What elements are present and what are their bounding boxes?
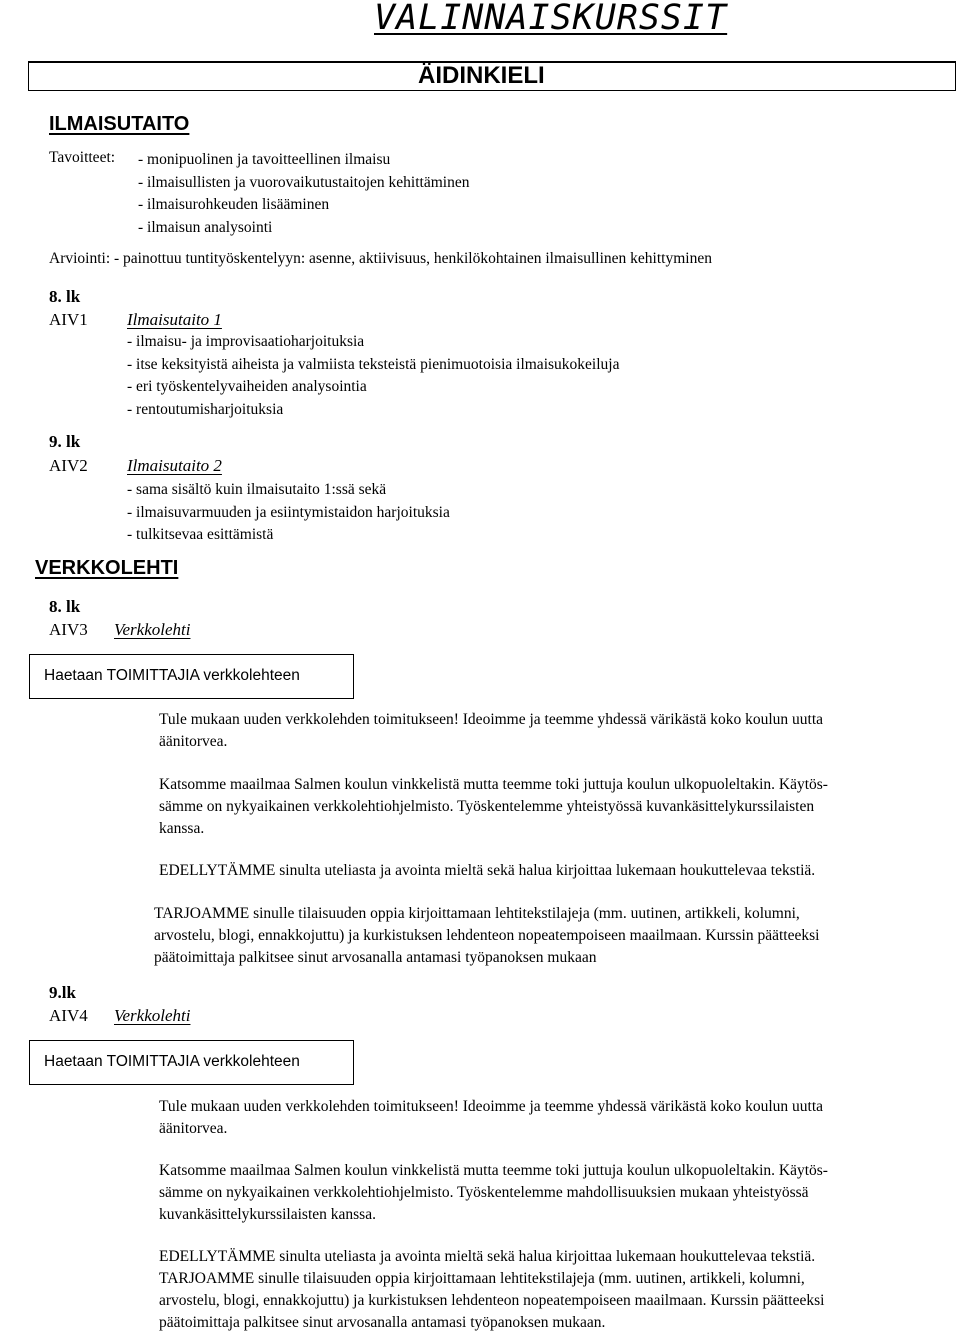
paragraph-line: sämme on nykyaikainen verkkolehtiohjelmisto. Työskentelemme yhteistyössä kuvankäsittelykurssilaisten [159, 798, 815, 815]
paragraph [159, 860, 815, 882]
course-name: Ilmaisutaito 1 [127, 310, 222, 329]
goal-item: - ilmaisun analysointi [138, 218, 273, 236]
paragraph-line: arvostelu, blogi, ennakkojuttu) ja kurkistuksen lehdenteon nopeatempoiseen maailmaan. Kurssin päätteeksi [154, 927, 820, 944]
course-code: AIV2 [49, 456, 88, 475]
announcement-text: Haetaan TOIMITTAJIA verkkolehteen [44, 1053, 300, 1070]
course-item: - sama sisältö kuin ilmaisutaito 1:ssä sekä [127, 481, 387, 498]
paragraph-line: Tule mukaan uuden verkkolehden toimitukseen! Ideoimme ja teemme yhdessä värikästä koko koulun uutta [159, 711, 824, 728]
grade-label: 9. lk [49, 432, 81, 451]
section-heading-ilmaisutaito: ILMAISUTAITO [49, 113, 190, 135]
course-item: - rentoutumisharjoituksia [127, 400, 284, 418]
goal-item: - ilmaisurohkeuden lisääminen [138, 196, 330, 213]
paragraph-line: TARJOAMME sinulle tilaisuuden oppia kirjoittamaan lehtitekstilajeja (mm. uutinen, artikkeli, kolumni, [154, 905, 800, 922]
course-items [127, 479, 450, 547]
announcement-text: Haetaan TOIMITTAJIA verkkolehteen [44, 667, 300, 684]
paragraph-line: sämme on nykyaikainen verkkolehtiohjelmisto. Työskentelemme mahdollisuuksien mukaan yhteistyössä [159, 1184, 809, 1201]
goal-item: - monipuolinen ja tavoitteellinen ilmaisu [138, 151, 391, 168]
paragraph-line: Tule mukaan uuden verkkolehden toimitukseen! Ideoimme ja teemme yhdessä värikästä koko koulun uutta [159, 1098, 824, 1115]
course-code: AIV1 [49, 310, 88, 329]
paragraph-line: EDELLYTÄMME sinulta uteliasta ja avointa mieltä sekä halua kirjoittaa lukemaan houkuttelevaa tekstiä. [159, 862, 816, 879]
paragraph-line: päätoimittaja palkitsee sinut arvosanalla antamasi työpanoksen mukaan [154, 949, 597, 966]
paragraph-line: äänitorvea. [159, 1120, 228, 1137]
paragraph [159, 774, 828, 840]
paragraph [159, 1160, 828, 1226]
course-name: Verkkolehti [114, 1006, 191, 1025]
paragraph-line: Katsomme maailmaa Salmen koulun vinkkelistä mutta teemme toki juttuja koulun ulkopuoleltakin. Käytös- [159, 776, 828, 793]
section-heading-verkkolehti: VERKKOLEHTI [35, 557, 179, 579]
paragraph-line: arvostelu, blogi, ennakkojuttu) ja kurkistuksen lehdenteon nopeatempoiseen maailmaan. Kurssin päätteeksi [159, 1292, 825, 1309]
subject-title: ÄIDINKIELI [418, 62, 545, 89]
paragraph-line: kuvankäsittelykurssilaisten kanssa. [159, 1206, 376, 1223]
page-title: VALINNAISKURSSIT [374, 0, 728, 38]
course-code: AIV3 [49, 620, 88, 639]
grade-label: 9.lk [49, 983, 76, 1002]
course-code: AIV4 [49, 1006, 88, 1025]
paragraph [159, 1096, 823, 1140]
goals-list [138, 149, 469, 239]
paragraph [159, 1246, 824, 1334]
paragraph [159, 709, 823, 753]
course-item: - eri työskentelyvaiheiden analysointia [127, 378, 367, 395]
paragraph-line: kanssa. [159, 820, 205, 837]
course-name: Verkkolehti [114, 620, 191, 639]
paragraph [154, 903, 819, 969]
course-items [127, 331, 619, 421]
paragraph-line: EDELLYTÄMME sinulta uteliasta ja avointa mieltä sekä halua kirjoittaa lukemaan houkuttelevaa tekstiä. [159, 1248, 816, 1265]
course-item: - tulkitsevaa esittämistä [127, 526, 274, 543]
goals-label: Tavoitteet: [49, 149, 116, 166]
assessment-text: Arviointi: - painottuu tuntityöskentelyyn: asenne, aktiivisuus, henkilökohtainen ilmaisullinen kehittyminen [49, 250, 712, 267]
goal-item: - ilmaisullisten ja vuorovaikutustaitojen kehittäminen [138, 173, 470, 191]
grade-label: 8. lk [49, 597, 81, 616]
course-item: - ilmaisu- ja improvisaatioharjoituksia [127, 333, 365, 350]
paragraph-line: TARJOAMME sinulle tilaisuuden oppia kirjoittamaan lehtitekstilajeja (mm. uutinen, artikkeli, kolumni, [159, 1270, 805, 1287]
paragraph-line: äänitorvea. [159, 733, 228, 750]
course-item: - ilmaisuvarmuuden ja esiintymistaidon harjoituksia [127, 503, 450, 521]
paragraph-line: Katsomme maailmaa Salmen koulun vinkkelistä mutta teemme toki juttuja koulun ulkopuoleltakin. Käytös- [159, 1162, 828, 1179]
paragraph-line: päätoimittaja palkitsee sinut arvosanalla antamasi työpanoksen mukaan. [159, 1314, 606, 1331]
course-name: Ilmaisutaito 2 [127, 456, 222, 475]
grade-label: 8. lk [49, 287, 81, 306]
course-item: - itse keksityistä aiheista ja valmiista teksteistä pienimuotoisia ilmaisukokeiluja [127, 355, 620, 373]
